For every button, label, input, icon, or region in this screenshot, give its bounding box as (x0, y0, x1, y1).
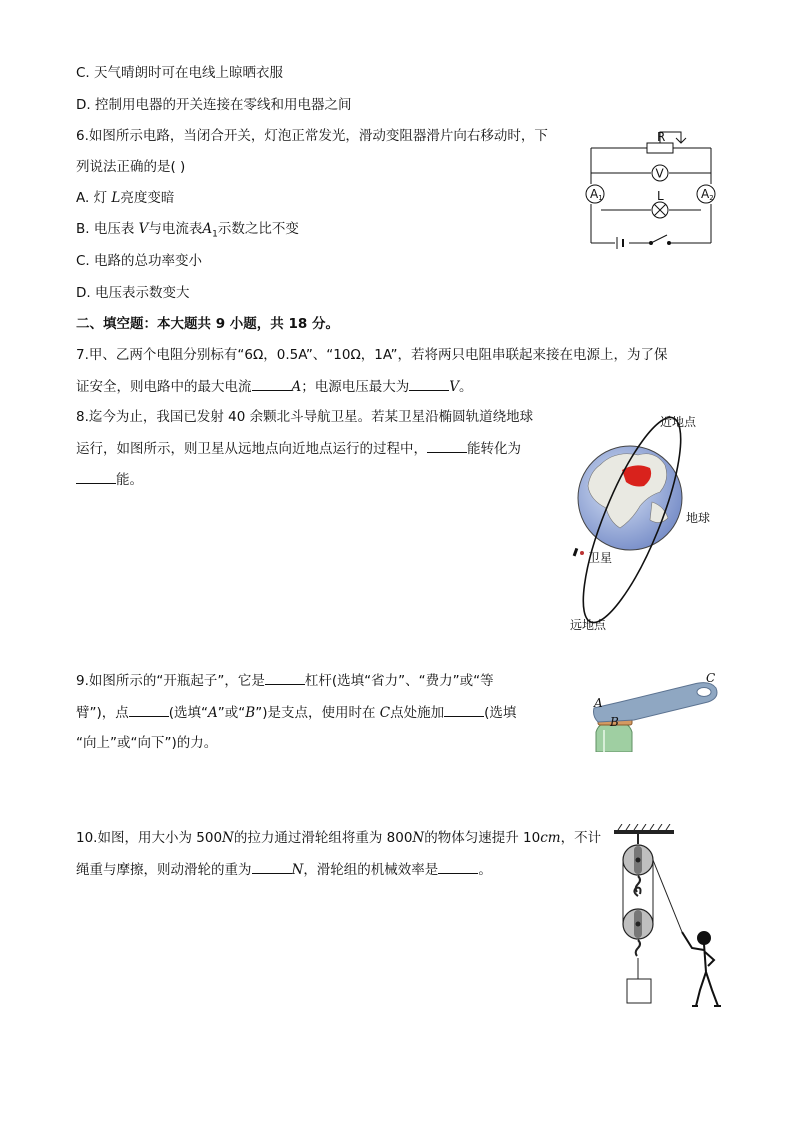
label-satellite: 卫星 (588, 551, 613, 565)
question-6-stem-line2: 列说法正确的是( ) (76, 159, 186, 175)
label-b: B (610, 715, 619, 729)
pulley-figure (608, 824, 728, 1009)
orbit-figure (560, 410, 730, 635)
label-perigee: 近地点 (660, 415, 697, 429)
circuit-diagram (585, 128, 720, 250)
label-apogee: 远地点 (570, 618, 607, 632)
question-6-stem-line1: 6.如图所示电路，当闭合开关，灯泡正常发光，滑动变阻器滑片向右移动时，下 (76, 128, 548, 144)
label-earth: 地球 (686, 511, 711, 525)
answer-blank (444, 702, 484, 717)
label-l: L (657, 189, 664, 203)
ceiling-icon (614, 830, 674, 834)
question-8-line1: 8.迄今为止，我国已发射 40 余颗北斗导航卫星。若某卫星沿椭圆轨道绕地球 (76, 409, 534, 425)
satellite-icon (573, 548, 579, 557)
option-6c: C. 电路的总功率变小 (76, 253, 203, 269)
option-6a: A. 灯 L亮度变暗 (76, 190, 175, 206)
question-9-line3: “向上”或“向下”)的力。 (76, 735, 218, 751)
label-v: V (655, 166, 664, 181)
question-10-line1: 10.如图，用大小为 500N的拉力通过滑轮组将重为 800N的物体匀速提升 10cm，不计 (76, 830, 602, 846)
option-6b: B. 电压表 V与电流表$A_1$示数之比不变 (76, 221, 299, 240)
answer-blank (265, 670, 305, 685)
section-heading: 二、填空题：本大题共 9 小题，共 18 分。 (76, 316, 339, 332)
load-box-icon (627, 979, 651, 1003)
answer-blank (252, 859, 292, 874)
answer-blank (129, 702, 169, 717)
option-5d: D. 控制用电器的开关连接在零线和用电器之间 (76, 97, 352, 113)
question-7-line1: 7.甲、乙两个电阻分别标有“6Ω，0.5A”、“10Ω，1A”，若将两只电阻串联起来接在电源上，为了保 (76, 347, 668, 363)
bottle-opener-figure (590, 670, 725, 752)
question-8-line3: 能。 (76, 469, 143, 490)
label-a1: A1 (590, 187, 603, 202)
question-10-line2: 绳重与摩擦，则动滑轮的重为 N，滑轮组的机械效率是 。 (76, 859, 492, 880)
answer-blank (427, 438, 467, 453)
question-9-line2: 臂”)，点 (选填“A”或“B”)是支点，使用时在 C点处施加 (选填 (76, 702, 516, 723)
label-a2: A2 (701, 187, 714, 202)
answer-blank (76, 469, 116, 484)
answer-blank (409, 376, 449, 391)
label-r: R (657, 130, 666, 144)
question-8-line2: 运行，如图所示，则卫星从远地点向近地点运行的过程中， 能转化为 (76, 438, 521, 459)
answer-blank (438, 859, 478, 874)
answer-blank (252, 376, 292, 391)
person-icon (682, 932, 721, 1006)
option-6d: D. 电压表示数变大 (76, 285, 190, 301)
label-c: C (706, 671, 716, 685)
label-a: A (594, 696, 603, 710)
question-9-line1: 9.如图所示的“开瓶起子”，它是 杠杆(选填“省力”、“费力”或“等 (76, 670, 494, 691)
option-5c: C. 天气晴朗时可在电线上晾晒衣服 (76, 65, 284, 81)
question-7-line2: 证安全，则电路中的最大电流 A；电源电压最大为 V。 (76, 376, 473, 397)
